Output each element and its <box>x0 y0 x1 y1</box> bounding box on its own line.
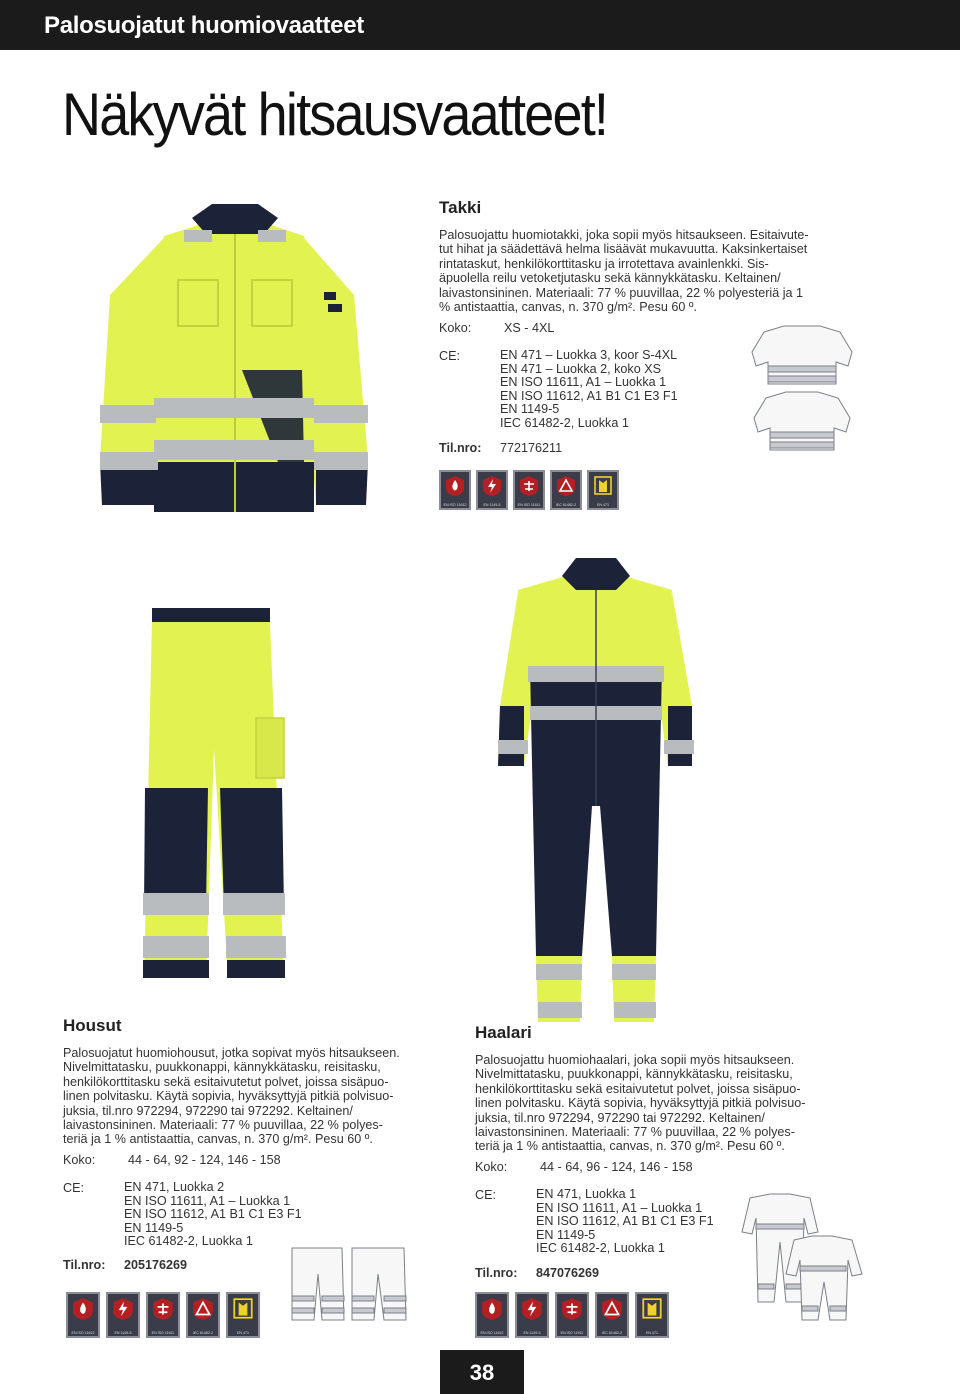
arc-flash-icon: EN 1149-5 <box>515 1292 549 1338</box>
takki-section <box>439 198 909 314</box>
section-title: Palosuojatut huomiovaatteet <box>44 12 364 39</box>
ce-line: EN ISO 11612, A1 B1 C1 E3 F1 <box>536 1214 714 1229</box>
jacket-line-drawings <box>750 322 855 454</box>
ce-line: EN ISO 11611, A1 – Luokka 1 <box>124 1193 291 1208</box>
housut-desc-line: juksia, til.nro 972294, 972290 tai 972292. Keltainen/ <box>63 1103 353 1118</box>
ce-label: CE: <box>475 1188 496 1202</box>
takki-desc-line: laivastonsininen. Materiaali: 77 % puuvillaa, 22 % polyesteriä ja 1 <box>439 285 804 300</box>
housut-desc-line: laivastonsininen. Materiaali: 77 % puuvillaa, 22 % polyes- <box>63 1118 383 1133</box>
article-label: Til.nro: <box>63 1258 106 1272</box>
takki-description <box>439 228 909 314</box>
header-bar <box>0 0 960 50</box>
hi-vis-icon: EN 471 <box>635 1292 669 1338</box>
haalari-desc-line: linen polvitasku. Käytä sopivia, hyväksyttyjä pitkiä polvisuo- <box>475 1096 806 1111</box>
article-number: 772176211 <box>500 441 563 455</box>
article-label: Til.nro: <box>475 1266 518 1280</box>
article-label: Til.nro: <box>439 441 482 455</box>
takki-title: Takki <box>439 198 482 217</box>
takki-desc-line: äpuolella reilu vetoketjutasku sekä kännykkätasku. Keltainen/ <box>439 271 781 286</box>
size-label: Koko: <box>475 1160 508 1174</box>
housut-description <box>63 1046 443 1147</box>
ce-label: CE: <box>63 1181 84 1195</box>
welding-icon: EN ISO 11611 <box>555 1292 589 1338</box>
flame-icon: EN ISO 11612 <box>439 470 471 510</box>
ce-line: EN 471, Luokka 1 <box>536 1187 637 1201</box>
size-value: 44 - 64, 96 - 124, 146 - 158 <box>540 1160 693 1174</box>
electrical-hazard-icon: IEC 61482-2 <box>186 1292 220 1338</box>
haalari-description <box>475 1053 875 1154</box>
ce-label: CE: <box>439 349 460 363</box>
haalari-desc-line: Palosuojattu huomiohaalari, joka sopii myös hitsaukseen. <box>475 1053 795 1067</box>
page-number: 38 <box>469 1360 495 1385</box>
haalari-desc-line: Nivelmittatasku, puukkonappi, kännykkätasku, reisitasku, <box>475 1067 793 1082</box>
ce-standards <box>124 1181 302 1249</box>
haalari-desc-line: henkilökorttitasku sekä esitaivutetut polvet, joissa sisäpuo- <box>475 1081 801 1096</box>
flame-icon: EN ISO 11612 <box>475 1292 509 1338</box>
article-number: 205176269 <box>124 1258 188 1272</box>
ce-line: EN 471 – Luokka 3, koor S-4XL <box>500 348 678 362</box>
haalari-desc-line: teriä ja 1 % antistaattia, canvas, n. 370 g/m². Pesu 60 º. <box>475 1139 785 1154</box>
hi-vis-icon: EN 471 <box>587 470 619 510</box>
housut-desc-line: teriä ja 1 % antistaattia, canvas, n. 370 g/m². Pesu 60 º. <box>63 1132 373 1147</box>
welding-icon: EN ISO 11611 <box>513 470 545 510</box>
housut-title: Housut <box>63 1016 122 1035</box>
size-value: XS - 4XL <box>504 321 555 335</box>
electrical-hazard-icon: IEC 61482-2 <box>595 1292 629 1338</box>
haalari-certification-badges <box>475 1292 669 1338</box>
ce-line: EN 471, Luokka 2 <box>124 1180 225 1194</box>
arc-flash-icon: EN 1149-5 <box>106 1292 140 1338</box>
article-number: 847076269 <box>536 1266 600 1280</box>
size-label: Koko: <box>439 321 472 335</box>
housut-desc-line: Nivelmittatasku, puukkonappi, kännykkätasku, reisitasku, <box>63 1060 381 1075</box>
takki-desc-line: Palosuojattu huomiotakki, joka sopii myös hitsaukseen. Esitaivute- <box>439 228 809 242</box>
jacket-photo <box>92 200 377 518</box>
trousers-line-drawings <box>288 1246 410 1322</box>
page-heading: Näkyvät hitsausvaatteet! <box>62 81 608 148</box>
takki-desc-line: rintataskut, henkilökorttitasku ja irrotettava avainlenkki. Sis- <box>439 256 769 271</box>
size-label: Koko: <box>63 1153 96 1167</box>
electrical-hazard-icon: IEC 61482-2 <box>550 470 582 510</box>
ce-line: EN ISO 11611, A1 – Luokka 1 <box>536 1200 703 1215</box>
housut-certification-badges <box>66 1292 260 1338</box>
ce-line: EN 1149-5 <box>124 1220 184 1235</box>
takki-certification-badges <box>439 470 619 510</box>
trousers-photo <box>136 608 296 980</box>
housut-desc-line: Palosuojatut huomiohousut, jotka sopivat myös hitsaukseen. <box>63 1046 400 1060</box>
haalari-desc-line: laivastonsininen. Materiaali: 77 % puuvillaa, 22 % polyes- <box>475 1125 795 1140</box>
ce-line: EN ISO 11612, A1 B1 C1 E3 F1 <box>500 388 678 403</box>
ce-standards <box>536 1188 714 1256</box>
ce-line: IEC 61482-2, Luokka 1 <box>124 1234 253 1249</box>
flame-icon: EN ISO 11612 <box>66 1292 100 1338</box>
housut-section <box>63 1016 443 1147</box>
ce-line: IEC 61482-2, Luokka 1 <box>500 415 629 430</box>
ce-line: EN 1149-5 <box>536 1227 596 1242</box>
takki-desc-line: tut hihat ja säädettävä helma lisäävät mukavuutta. Kaksinkertaiset <box>439 242 808 257</box>
arc-flash-icon: EN 1149-5 <box>476 470 508 510</box>
ce-standards <box>500 349 678 431</box>
housut-desc-line: henkilökorttitasku sekä esitaivutetut polvet, joissa sisäpuo- <box>63 1074 389 1089</box>
page-number-box <box>440 1350 524 1394</box>
ce-line: EN ISO 11612, A1 B1 C1 E3 F1 <box>124 1207 302 1222</box>
ce-line: EN 471 – Luokka 2, koko XS <box>500 361 662 376</box>
hi-vis-icon: EN 471 <box>226 1292 260 1338</box>
housut-desc-line: linen polvitasku. Käytä sopivia, hyväksyttyjä pitkiä polvisuo- <box>63 1089 394 1104</box>
ce-line: EN ISO 11611, A1 – Luokka 1 <box>500 375 667 390</box>
takki-desc-line: % antistaattia, canvas, n. 370 g/m². Pesu 60 º. <box>439 300 698 315</box>
coverall-photo <box>496 556 696 1024</box>
coverall-line-drawings <box>740 1192 864 1322</box>
welding-icon: EN ISO 11611 <box>146 1292 180 1338</box>
haalari-title: Haalari <box>475 1023 532 1042</box>
haalari-section <box>475 1023 875 1154</box>
size-value: 44 - 64, 92 - 124, 146 - 158 <box>128 1153 281 1167</box>
haalari-desc-line: juksia, til.nro 972294, 972290 tai 972292. Keltainen/ <box>475 1110 765 1125</box>
ce-line: EN 1149-5 <box>500 402 560 417</box>
ce-line: IEC 61482-2, Luokka 1 <box>536 1241 665 1256</box>
